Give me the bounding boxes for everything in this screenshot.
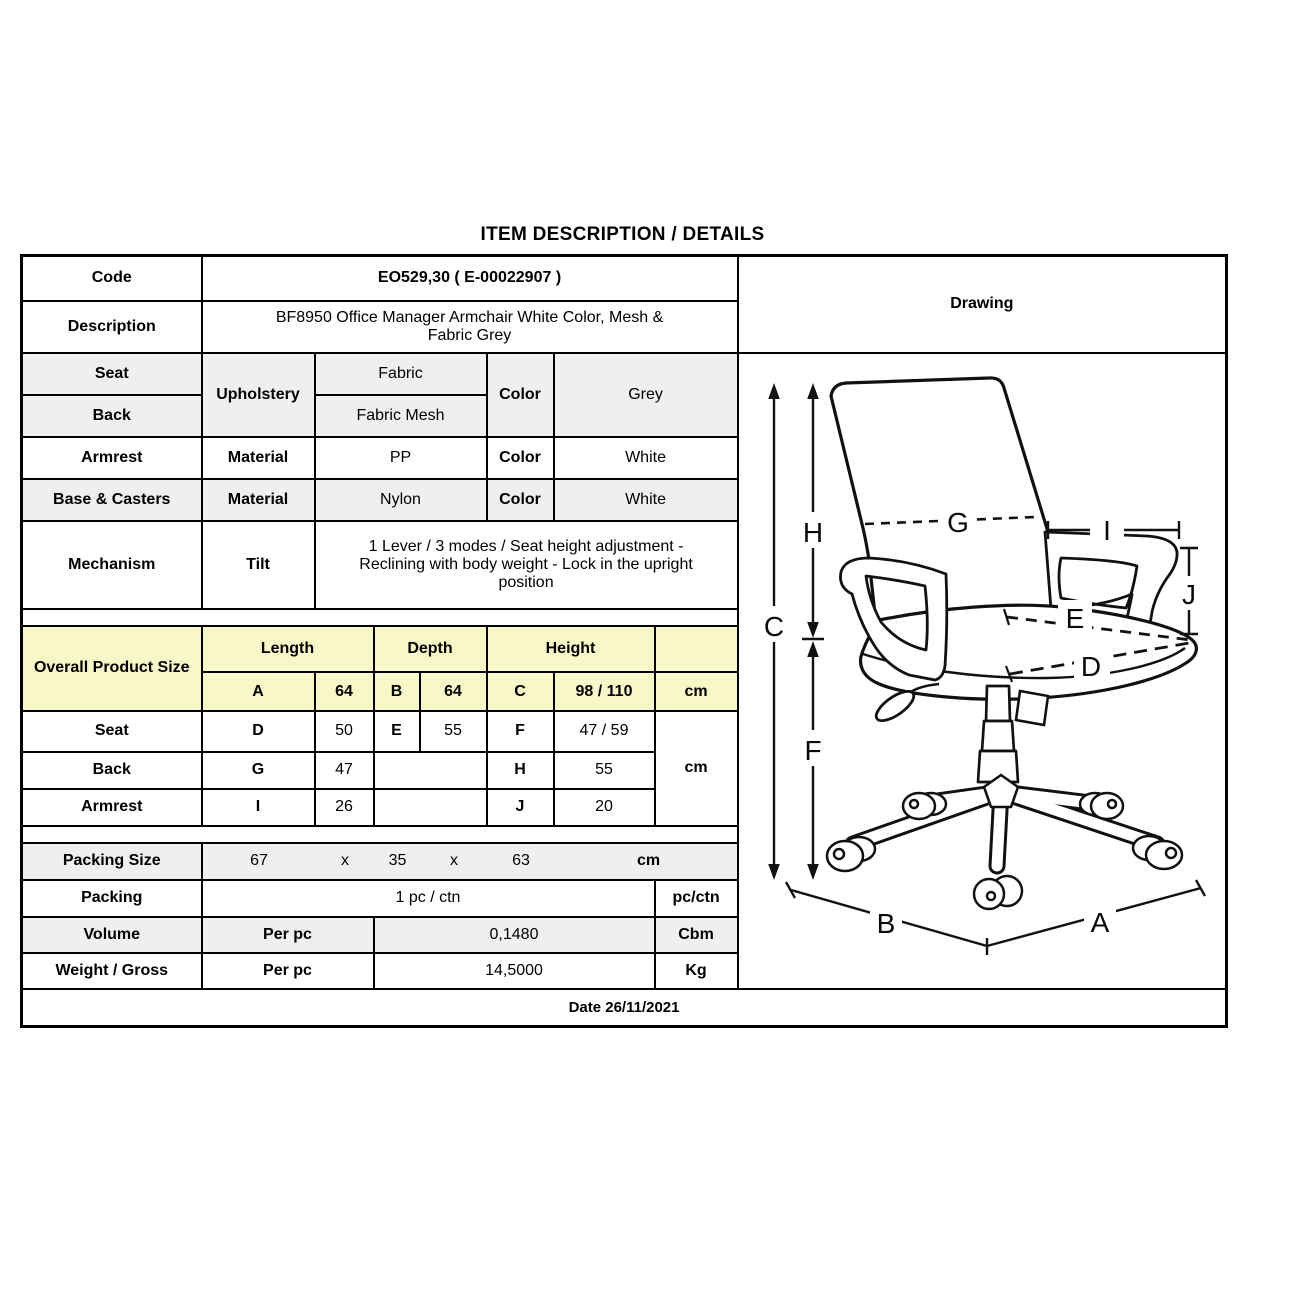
armrest-color-value: White — [554, 437, 738, 479]
packing-size-value — [202, 843, 738, 880]
size-back-h-key: H — [487, 752, 554, 789]
packing-size-sep: x — [450, 852, 458, 869]
size-back-empty — [374, 752, 487, 789]
upholstery-color-value: Grey — [554, 353, 738, 437]
volume-label: Volume — [22, 917, 202, 953]
page-title: ITEM DESCRIPTION / DETAILS — [480, 224, 765, 245]
weight-value: 14,5000 — [374, 953, 655, 989]
upholstery-color-label: Color — [487, 353, 554, 437]
size-back-g-key: G — [202, 752, 315, 789]
arrow-up-icon — [768, 383, 780, 399]
weight-label: Weight / Gross — [22, 953, 202, 989]
dim-label-b: B — [876, 907, 895, 939]
packing-size-unit: cm — [636, 852, 661, 869]
seat-mechanism-box — [1016, 691, 1048, 725]
description-value: BF8950 Office Manager Armchair White Color, Mesh & Fabric Grey — [202, 301, 738, 353]
base-label: Base & Casters — [22, 479, 202, 521]
size-overall-b-key: B — [374, 672, 420, 711]
size-seat-label: Seat — [22, 711, 202, 752]
packing-unit: pc/ctn — [655, 880, 738, 917]
arrow-down-icon — [807, 864, 819, 880]
armrest-material-label: Material — [202, 437, 315, 479]
packing-size-label: Packing Size — [22, 843, 202, 880]
size-back-g-val: 47 — [315, 752, 374, 789]
size-armrest-empty — [374, 789, 487, 826]
size-armrest-i-val: 26 — [315, 789, 374, 826]
code-label: Code — [22, 256, 202, 301]
size-back-h-val: 55 — [554, 752, 655, 789]
size-unit: cm — [655, 711, 738, 826]
description-label: Description — [22, 301, 202, 353]
size-group-label: Overall Product Size — [22, 626, 202, 712]
packing-size-v2: 35 — [388, 852, 407, 869]
size-overall-b-val: 64 — [420, 672, 487, 711]
arrow-down-icon — [807, 622, 819, 638]
drawing-header: Drawing — [738, 256, 1227, 353]
size-overall-unit: cm — [655, 672, 738, 711]
dim-label-a: A — [1090, 906, 1109, 938]
volume-unit: Cbm — [655, 917, 738, 953]
caster-front — [974, 876, 1022, 909]
arrow-up-icon — [807, 383, 819, 399]
size-armrest-j-val: 20 — [554, 789, 655, 826]
base-color-value: White — [554, 479, 738, 521]
size-seat-f-key: F — [487, 711, 554, 752]
back-upholstery-value: Fabric Mesh — [315, 395, 487, 437]
size-back-label: Back — [22, 752, 202, 789]
size-armrest-j-key: J — [487, 789, 554, 826]
seat-upholstery-value: Fabric — [315, 353, 487, 395]
weight-unit: Kg — [655, 953, 738, 989]
code-value: EO529,30 ( E-00022907 ) — [202, 256, 738, 301]
dim-label-h: H — [802, 516, 823, 548]
packing-size-sep: x — [341, 852, 349, 869]
chair-drawing — [739, 354, 1227, 983]
size-overall-a-val: 64 — [315, 672, 374, 711]
size-header-empty — [655, 626, 738, 673]
size-seat-d-key: D — [202, 711, 315, 752]
size-seat-f-val: 47 / 59 — [554, 711, 655, 752]
size-armrest-i-key: I — [202, 789, 315, 826]
volume-value: 0,1480 — [374, 917, 655, 953]
spec-sheet — [20, 224, 1225, 1028]
dim-label-i: I — [1102, 514, 1111, 546]
dim-label-e: E — [1065, 602, 1084, 634]
back-label: Back — [22, 395, 202, 437]
seat-label: Seat — [22, 353, 202, 395]
spacer-row — [22, 826, 738, 843]
packing-size-v1: 67 — [250, 852, 268, 869]
size-armrest-label: Armrest — [22, 789, 202, 826]
spacer-row — [22, 609, 738, 626]
packing-label: Packing — [22, 880, 202, 917]
tilt-lever-paddle — [871, 686, 917, 726]
drawing-area — [738, 353, 1227, 989]
weight-per-pc: Per pc — [202, 953, 374, 989]
volume-per-pc: Per pc — [202, 917, 374, 953]
armrest-material-value: PP — [315, 437, 487, 479]
upholstery-label: Upholstery — [202, 353, 315, 437]
date-row: Date 26/11/2021 — [22, 989, 1227, 1027]
caster-left — [827, 837, 875, 871]
packing-size-values — [203, 852, 737, 870]
arrow-down-icon — [768, 864, 780, 880]
base-color-label: Color — [487, 479, 554, 521]
arrow-up-icon — [807, 641, 819, 657]
packing-size-v3: 63 — [512, 852, 530, 869]
size-length-header: Length — [202, 626, 374, 673]
packing-value: 1 pc / ctn — [202, 880, 655, 917]
size-seat-e-val: 55 — [420, 711, 487, 752]
dim-label-c: C — [763, 610, 784, 642]
armrest-color-label: Color — [487, 437, 554, 479]
base-material-label: Material — [202, 479, 315, 521]
size-seat-e-key: E — [374, 711, 420, 752]
caster-right — [1133, 836, 1182, 869]
mechanism-value: 1 Lever / 3 modes / Seat height adjustment - Reclining with body weight - Lock in the upright position — [315, 521, 738, 609]
size-overall-a-key: A — [202, 672, 315, 711]
size-depth-header: Depth — [374, 626, 487, 673]
dim-label-f: F — [804, 734, 822, 766]
size-height-header: Height — [487, 626, 655, 673]
dim-label-j: J — [1181, 578, 1196, 610]
base-material-value: Nylon — [315, 479, 487, 521]
size-overall-c-val: 98 / 110 — [554, 672, 655, 711]
dim-label-d: D — [1080, 650, 1101, 682]
mechanism-label: Mechanism — [22, 521, 202, 609]
armrest-label: Armrest — [22, 437, 202, 479]
size-overall-c-key: C — [487, 672, 554, 711]
mechanism-type: Tilt — [202, 521, 315, 609]
size-seat-d-val: 50 — [315, 711, 374, 752]
spec-table — [20, 254, 1228, 1028]
dim-label-g: G — [946, 506, 969, 538]
